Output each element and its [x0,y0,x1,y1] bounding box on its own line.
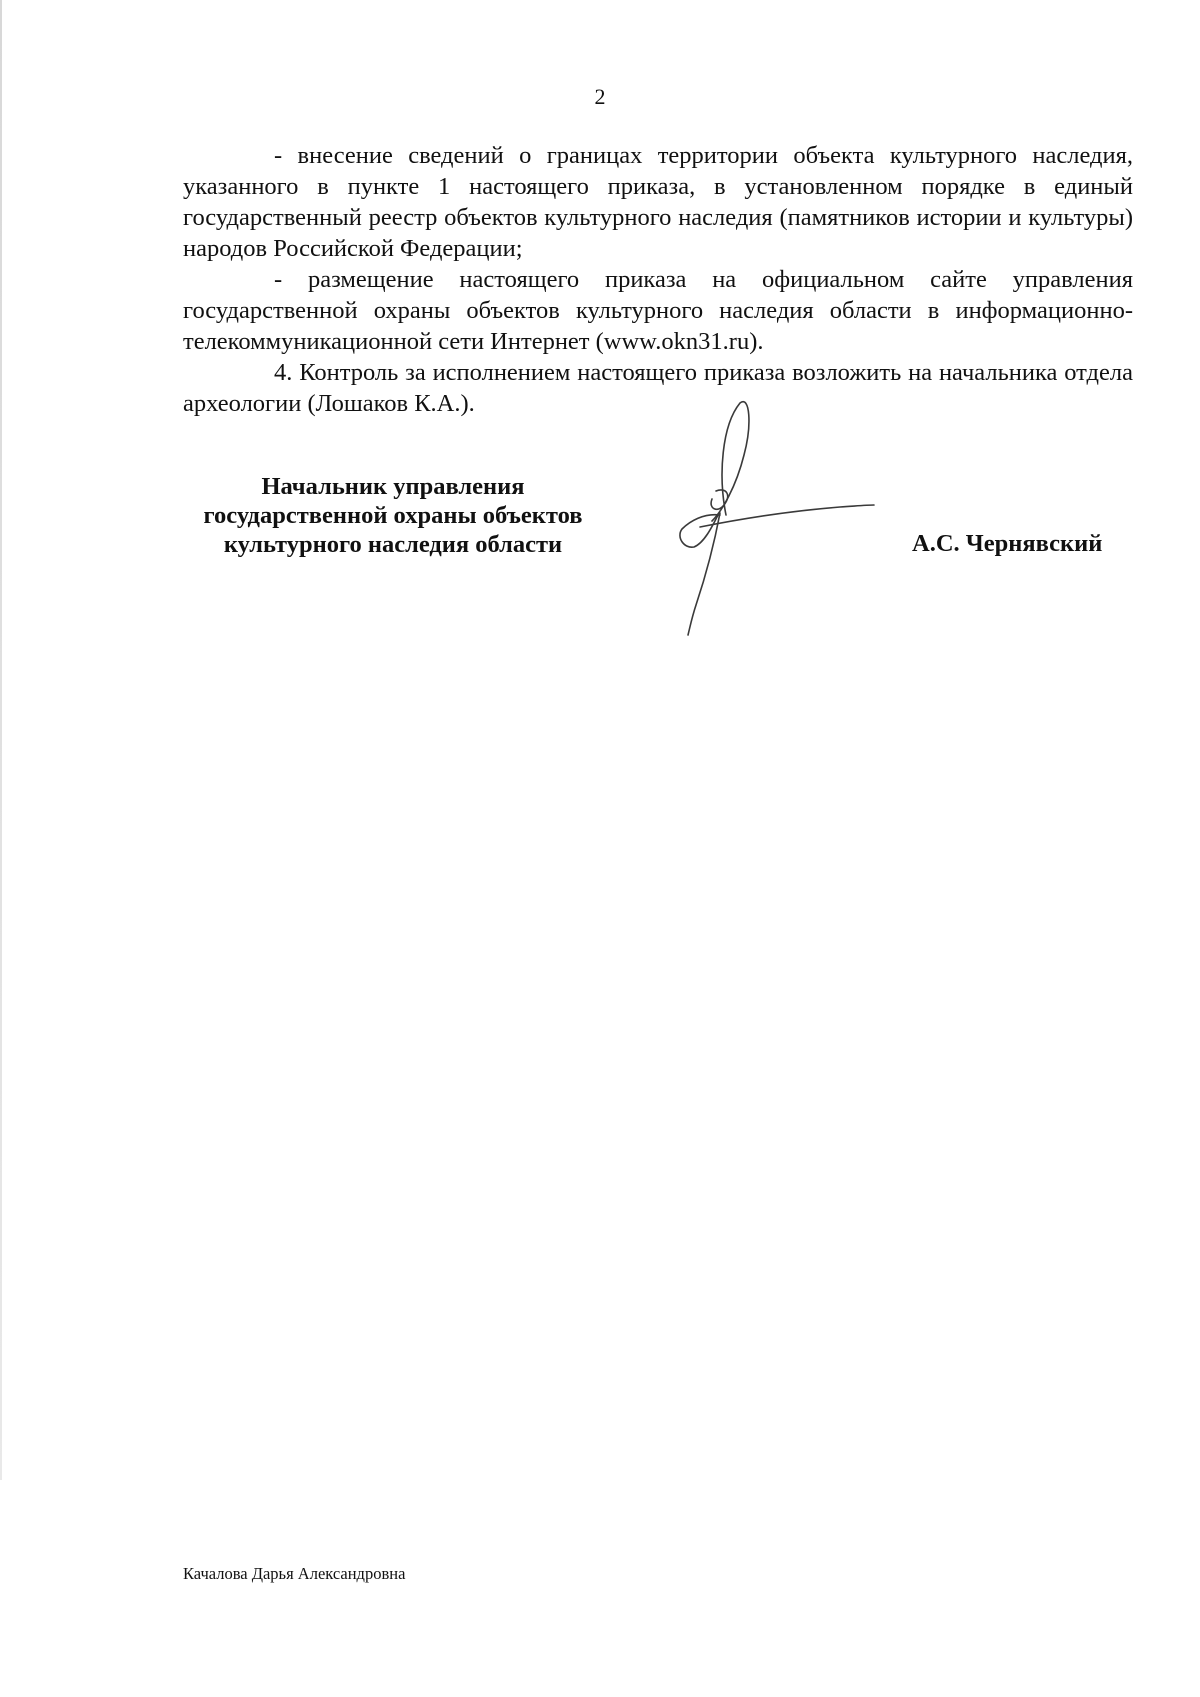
signatory-title-line-3: культурного наследия области [223,531,563,558]
signatory-title-line-2: государственной охраны объектов [203,502,583,529]
signer-name: А.С. Чернявский [912,530,1103,557]
paragraph-registry-entry: - внесение сведений о границах территории объекта культурного наследия, указанного в пункте 1 настоящего приказа, в установленном порядке в единый государственный реестр объектов культурного наследия (памятников истории и культуры) народов Российской Федерации; [183,142,1133,262]
signatory-title [183,472,603,559]
document-body [183,140,1133,419]
page-number: 2 [594,84,606,109]
scan-edge [0,0,2,1480]
paragraph-control-clause: 4. Контроль за исполнением настоящего приказа возложить на начальника отдела археологии (Лошаков К.А.). [183,359,1133,417]
signatory-title-line-1: Начальник управления [261,473,525,500]
paragraph-website-publication: - размещение настоящего приказа на официальном сайте управления государственной охраны объектов культурного наследия области в информационно-телекоммуникационной сети Интернет (www.okn31.ru). [183,266,1133,355]
executor-name: Качалова Дарья Александровна [183,1564,406,1583]
handwritten-signature-icon [660,395,920,655]
